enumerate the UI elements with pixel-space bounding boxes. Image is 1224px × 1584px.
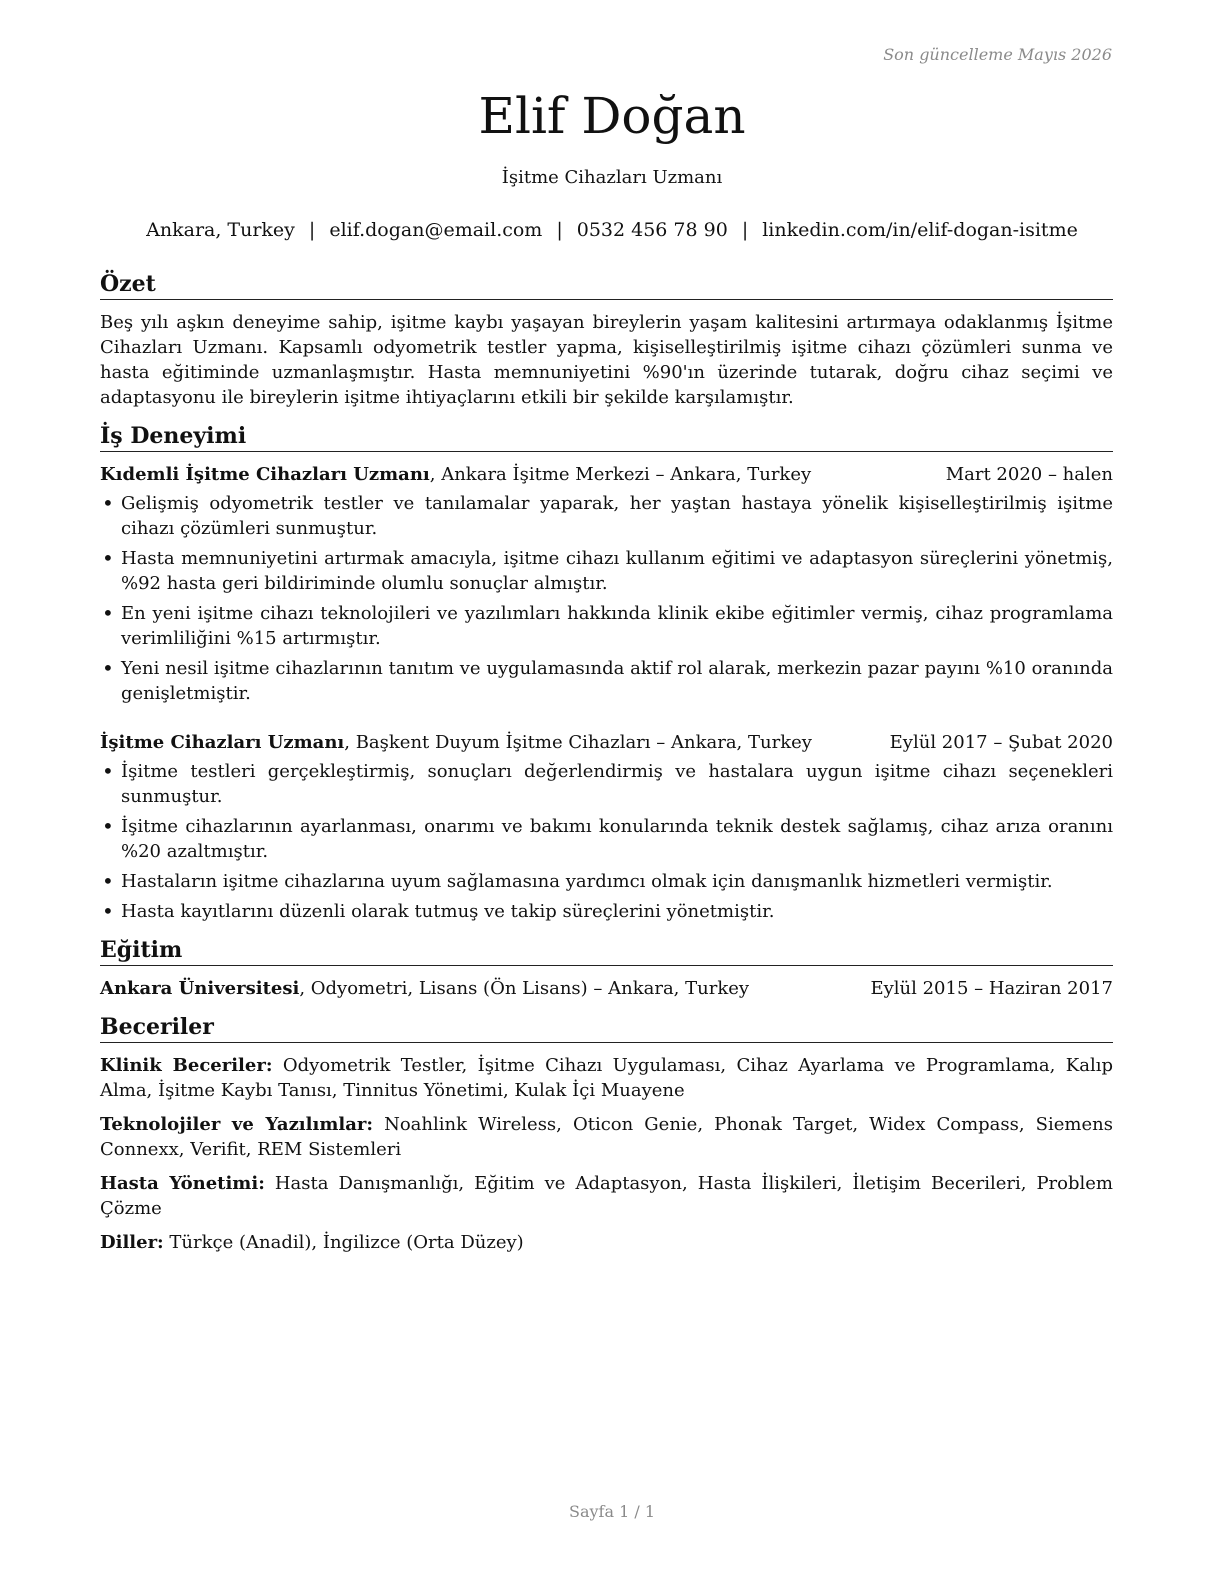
education-school-detail: [100, 976, 749, 1001]
skill-line: [100, 1230, 1113, 1255]
education-entry: [100, 976, 1113, 1001]
section-title-experience: İş Deneyimi: [100, 422, 1113, 452]
job-header: [100, 462, 1113, 487]
section-title-skills: Beceriler: [100, 1013, 1113, 1043]
section-title-education: Eğitim: [100, 936, 1113, 966]
skill-label: Diller:: [100, 1232, 164, 1253]
person-name: Elif Doğan: [478, 87, 746, 145]
job-company: , Başkent Duyum İşitme Cihazları – Ankara, Turkey: [344, 732, 812, 753]
skill-line: [100, 1053, 1113, 1103]
skill-label: Klinik Beceriler:: [100, 1055, 273, 1076]
job-bullet: • İşitme cihazlarının ayarlanması, onarımı ve bakımı konularında teknik destek sağlamış, cihaz arıza oranını %20 azaltmıştır.: [100, 814, 1113, 864]
education-school: Ankara Üniversitesi: [100, 978, 300, 999]
job-title: İşitme Cihazları Uzmanı: [100, 732, 345, 753]
job-bullet: • Gelişmiş odyometrik testler ve tanılamalar yaparak, her yaştan hastaya yönelik kişiselleştirilmiş işitme cihazı çözümleri sunmuştur.: [100, 491, 1113, 541]
skill-label: Teknolojiler ve Yazılımlar:: [100, 1114, 373, 1135]
job-headline: İşitme Cihazları Uzmanı: [501, 167, 723, 188]
skill-value: Noahlink Wireless, Oticon Genie, Phonak Target, Widex Compass, Siemens Connexx, Verifit, REM Sistemleri: [100, 1114, 1113, 1160]
job-dates: Eylül 2017 – Şubat 2020: [889, 732, 1113, 753]
page-number: Sayfa 1 / 1: [568, 1502, 655, 1521]
job-company: , Ankara İşitme Merkezi – Ankara, Turkey: [429, 464, 812, 485]
skill-line: [100, 1171, 1113, 1221]
last-updated-note: Son güncelleme Mayıs 2026: [883, 45, 1112, 64]
education-detail: , Odyometri, Lisans (Ön Lisans) – Ankara, Turkey: [299, 978, 750, 999]
contact-location: Ankara, Turkey: [146, 219, 295, 241]
job-bullet: • Hasta kayıtlarını düzenli olarak tutmuş ve takip süreçlerini yönetmiştir.: [100, 899, 1113, 924]
job-role-company: [100, 730, 812, 755]
contact-email[interactable]: elif.dogan@email.com: [329, 219, 543, 241]
job-bullet: • Hastaların işitme cihazlarına uyum sağlamasına yardımcı olmak için danışmanlık hizmetleri vermiştir.: [100, 869, 1113, 894]
contact-linkedin[interactable]: linkedin.com/in/elif-dogan-isitme: [762, 219, 1078, 241]
contact-separator: |: [556, 219, 563, 241]
skill-value: Odyometrik Testler, İşitme Cihazı Uygulaması, Cihaz Ayarlama ve Programlama, Kalıp Alma, İşitme Kaybı Tanısı, Tinnitus Yönetimi, Kulak İçi Muayene: [100, 1055, 1113, 1101]
job-bullet: • Yeni nesil işitme cihazlarının tanıtım ve uygulamasında aktif rol alarak, merkezin pazar payını %10 oranında genişletmiştir.: [100, 656, 1113, 706]
job-bullet: • İşitme testleri gerçekleştirmiş, sonuçları değerlendirmiş ve hastalara uygun işitme cihazı seçenekleri sunmuştur.: [100, 759, 1113, 809]
section-title-summary: Özet: [100, 270, 1113, 300]
job-entry: [100, 462, 1113, 706]
contact-line: [0, 219, 1224, 241]
job-bullets: [100, 491, 1113, 706]
skill-line: [100, 1112, 1113, 1162]
job-header: [100, 730, 1113, 755]
contact-phone: 0532 456 78 90: [576, 219, 728, 241]
contact-separator: |: [741, 219, 749, 241]
skill-value: Hasta Danışmanlığı, Eğitim ve Adaptasyon, Hasta İlişkileri, İletişim Becerileri, Problem Çözme: [100, 1173, 1113, 1219]
job-bullet: • Hasta memnuniyetini artırmak amacıyla, işitme cihazı kullanım eğitimi ve adaptasyon süreçlerini yönetmiş, %92 hasta geri bildiriminde olumlu sonuçlar almıştır.: [100, 546, 1113, 596]
resume-content: [100, 270, 1113, 1264]
job-bullet: • En yeni işitme cihazı teknolojileri ve yazılımları hakkında klinik ekibe eğitimler vermiş, cihaz programlama verimliliğini %15 artırmıştır.: [100, 601, 1113, 651]
job-entry: [100, 730, 1113, 924]
skill-value: Türkçe (Anadil), İngilizce (Orta Düzey): [163, 1232, 524, 1253]
job-bullets: [100, 759, 1113, 924]
job-dates: Mart 2020 – halen: [945, 464, 1113, 485]
job-role-company: [100, 462, 811, 487]
skill-label: Hasta Yönetimi:: [100, 1173, 265, 1194]
education-dates: Eylül 2015 – Haziran 2017: [870, 978, 1113, 999]
job-title: Kıdemli İşitme Cihazları Uzmanı: [100, 464, 430, 485]
contact-separator: |: [308, 219, 316, 241]
summary-text: Beş yılı aşkın deneyime sahip, işitme kaybı yaşayan bireylerin yaşam kalitesini artırmaya odaklanmış İşitme Cihazları Uzmanı. Kapsamlı odyometrik testler yapma, kişiselleştirilmiş işitme cihazı çözümleri sunma ve hasta eğitiminde uzmanlaşmıştır. Hasta memnuniyetini %90'ın üzerinde tutarak, doğru cihaz seçimi ve adaptasyonu ile bireylerin işitme ihtiyaçlarını etkili bir şekilde karşılamıştır.: [100, 312, 1113, 408]
